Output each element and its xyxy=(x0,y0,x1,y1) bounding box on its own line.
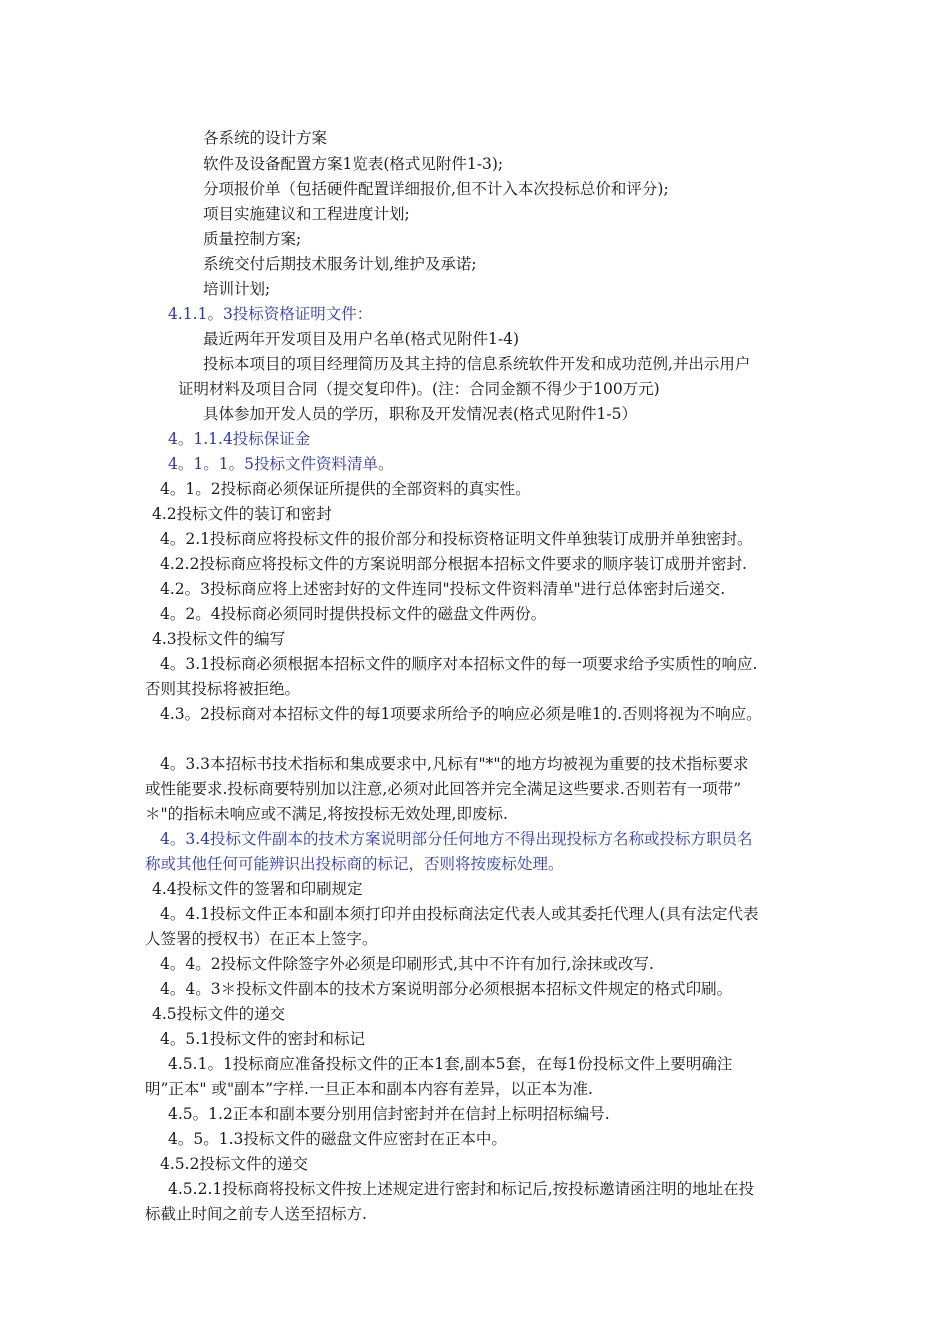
text-line: 4。2。4投标商必须同时提供投标文件的磁盘文件两份。 xyxy=(160,605,547,623)
text-line: 4.2。3投标商应将上述密封好的文件连同"投标文件资料清单"进行总体密封后递交. xyxy=(160,580,726,598)
text-line: 4.5.2.1投标商将投标文件按上述规定进行密封和标记后,按投标邀请函注明的地址在投 xyxy=(168,1180,755,1198)
text-line: 证明材料及项目合同（提交复印件)。(注：合同金额不得少于100万元) xyxy=(178,380,660,398)
text-line: 4.2.2投标商应将投标文件的方案说明部分根据本招标文件要求的顺序装订成册并密封. xyxy=(160,555,747,573)
text-line: 4.5.1。1投标商应准备投标文件的正本1套,副本5套，在每1份投标文件上要明确注 xyxy=(168,1055,733,1073)
text-line: 4.5。1.2正本和副本要分别用信封密封并在信封上标明招标编号. xyxy=(168,1105,610,1123)
text-line: 4。2.1投标商应将投标文件的报价部分和投标资格证明文件单独装订成册并单独密封。 xyxy=(160,530,753,548)
text-line: 4。4.1投标文件正本和副本须打印并由投标商法定代表人或其委托代理人(具有法定代表 xyxy=(160,905,759,923)
text-line: 4.2投标文件的装订和密封 xyxy=(152,505,332,523)
text-line: 4。3.1投标商必须根据本招标文件的顺序对本招标文件的每一项要求给予实质性的响应. xyxy=(160,655,758,673)
text-line: 软件及设备配置方案1览表(格式见附件1-3); xyxy=(203,155,504,173)
text-line: 分项报价单（包括硬件配置详细报价,但不计入本次投标总价和评分); xyxy=(203,180,669,198)
text-line: 或性能要求.投标商要特别加以注意,必须对此回答并完全满足这些要求.否则若有一项带” xyxy=(145,780,742,798)
text-line: 4。3.3本招标书技术指标和集成要求中,凡标有"*"的地方均被视为重要的技术指标要求 xyxy=(160,755,749,773)
text-line: 4.4投标文件的签署和印刷规定 xyxy=(152,880,363,898)
heading-line: 4。3.4投标文件副本的技术方案说明部分任何地方不得出现投标方名称或投标方职员名 xyxy=(160,830,753,848)
text-line: 4。5。1.3投标文件的磁盘文件应密封在正本中。 xyxy=(168,1130,507,1148)
heading-line: 4。1.1.4投标保证金 xyxy=(168,430,311,448)
text-line: 人签署的授权书）在正本上签字。 xyxy=(145,930,378,948)
text-line: 投标本项目的项目经理简历及其主持的信息系统软件开发和成功范例,并出示用户 xyxy=(203,355,751,373)
text-line: 4.5投标文件的递交 xyxy=(152,1005,286,1023)
text-line: 质量控制方案; xyxy=(203,230,302,248)
text-line: 项目实施建议和工程进度计划; xyxy=(203,205,410,223)
text-line: 4.3。2投标商对本招标文件的每1项要求所给予的响应必须是唯1的.否则将视为不响应。 xyxy=(160,705,762,723)
text-line: 4.5.2投标文件的递交 xyxy=(160,1155,308,1173)
heading-line: 称或其他任何可能辨识出投标商的标记，否则将按废标处理。 xyxy=(145,855,564,873)
text-line: 4。5.1投标文件的密封和标记 xyxy=(160,1030,366,1048)
text-line: 最近两年开发项目及用户名单(格式见附件1-4) xyxy=(203,330,520,348)
text-line: 4。4。3＊投标文件副本的技术方案说明部分必须根据本招标文件规定的格式印刷。 xyxy=(160,980,733,998)
text-line: 明”正本" 或"副本”字样.一旦正本和副本内容有差异，以正本为准. xyxy=(145,1080,593,1098)
text-line: 否则其投标将被拒绝。 xyxy=(145,680,301,698)
text-line: 培训计划; xyxy=(203,280,271,298)
heading-line: 4.1.1。3投标资格证明文件： xyxy=(168,305,373,323)
text-line: 4。1。2投标商必须保证所提供的全部资料的真实性。 xyxy=(160,480,531,498)
heading-line: 4。1。1。5投标文件资料清单。 xyxy=(168,455,394,473)
text-line: 系统交付后期技术服务计划,维护及承诺; xyxy=(203,255,477,273)
text-line: 标截止时间之前专人送至招标方. xyxy=(145,1205,367,1223)
text-line: 具体参加开发人员的学历，职称及开发情况表(格式见附件1-5） xyxy=(203,405,638,423)
text-line: ＊"的指标未响应或不满足,将按投标无效处理,即废标. xyxy=(145,805,508,823)
text-line: 4。4。2投标文件除签字外必须是印刷形式,其中不许有加行,涂抹或改写. xyxy=(160,955,654,973)
text-line: 各系统的设计方案 xyxy=(203,129,328,147)
text-line: 4.3投标文件的编写 xyxy=(152,630,286,648)
